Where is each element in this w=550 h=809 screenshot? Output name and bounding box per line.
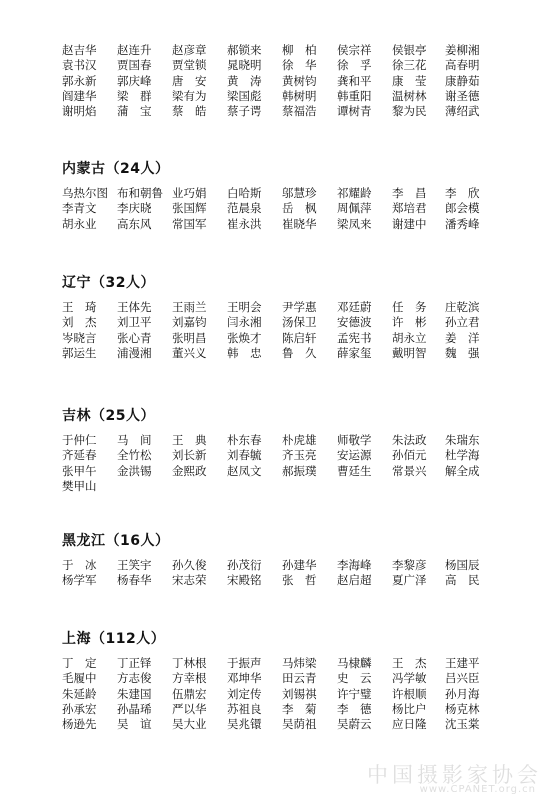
person-name: 于 冰 <box>62 558 97 572</box>
person-name: 岑晓言 <box>62 330 97 345</box>
person-name: 李 昌 <box>392 186 427 200</box>
person-name: 张明昌 <box>172 330 207 345</box>
person-name: 冯学敏 <box>392 671 427 686</box>
person-name: 高春明 <box>445 58 480 73</box>
person-name: 周佩萍 <box>337 201 372 216</box>
person-name: 薄绍武 <box>445 104 480 119</box>
person-name: 董兴义 <box>172 345 207 360</box>
person-name: 赵彦章 <box>172 43 207 57</box>
person-name: 李 菊 <box>282 701 317 716</box>
person-name: 庄乾滨 <box>445 300 480 314</box>
person-name: 马炜梁 <box>282 656 317 670</box>
person-name: 王笑宇 <box>117 558 152 572</box>
person-name: 柳 柏 <box>282 43 317 57</box>
person-name: 朱建国 <box>117 686 152 701</box>
person-name: 孙承宏 <box>62 701 97 716</box>
person-name: 郭永新 <box>62 73 97 88</box>
person-name: 魏 强 <box>445 345 480 360</box>
person-name: 韩 忠 <box>227 345 262 360</box>
province-heading: 黑龙江（16人） <box>62 533 170 549</box>
person-name: 丁林根 <box>172 656 207 670</box>
watermark-url: www.CPANET.org.cn <box>419 784 536 795</box>
person-name: 张心青 <box>117 330 152 345</box>
watermark-title: 中国摄影家协会 <box>367 763 542 787</box>
person-name: 沈玉棠 <box>445 717 480 732</box>
person-name: 安德波 <box>337 315 372 330</box>
person-name: 师敬学 <box>337 433 372 447</box>
person-name: 张 哲 <box>282 573 317 588</box>
person-name: 岳 枫 <box>282 201 317 216</box>
person-name: 汤保卫 <box>282 315 317 330</box>
person-name: 业巧娟 <box>172 186 207 200</box>
person-name: 梁凤来 <box>337 216 372 231</box>
person-name: 胡永业 <box>62 216 97 231</box>
person-name: 齐延春 <box>62 448 97 463</box>
person-name: 尹学惠 <box>282 300 317 314</box>
person-name: 康静茹 <box>445 73 480 88</box>
person-name: 金洪锡 <box>117 463 152 478</box>
person-name: 袁书汉 <box>62 58 97 73</box>
person-name: 邓坤华 <box>227 671 262 686</box>
person-name: 崔永洪 <box>227 216 262 231</box>
person-name: 邓廷蔚 <box>337 300 372 314</box>
person-name: 吕兴臣 <box>445 671 480 686</box>
person-name: 姜 洋 <box>445 330 480 345</box>
person-name: 全竹松 <box>117 448 152 463</box>
person-name: 乌热尔图 <box>62 186 108 200</box>
person-name: 朱延龄 <box>62 686 97 701</box>
person-name: 胡永立 <box>392 330 427 345</box>
person-name: 樊甲山 <box>62 478 97 493</box>
person-name: 刘定传 <box>227 686 262 701</box>
person-name: 杨春华 <box>117 573 152 588</box>
person-name: 伍鼎宏 <box>172 686 207 701</box>
person-name: 朱法政 <box>392 433 427 447</box>
person-name: 刘春毓 <box>227 448 262 463</box>
person-name: 蔡福浩 <box>282 104 317 119</box>
person-name: 王 琦 <box>62 300 97 314</box>
person-name: 于仲仁 <box>62 433 97 447</box>
person-name: 张焕才 <box>227 330 262 345</box>
person-name: 张甲午 <box>62 463 97 478</box>
person-name: 常景兴 <box>392 463 427 478</box>
person-name: 浦漫湘 <box>117 345 152 360</box>
person-name: 齐玉亮 <box>282 448 317 463</box>
person-name: 王雨兰 <box>172 300 207 314</box>
province-heading: 上海（112人） <box>62 631 166 647</box>
person-name: 温树林 <box>392 88 427 103</box>
person-name: 徐 孚 <box>337 58 372 73</box>
person-name: 任 务 <box>392 300 427 314</box>
person-name: 许 彬 <box>392 315 427 330</box>
province-heading: 内蒙古（24人） <box>62 161 170 177</box>
person-name: 王体先 <box>117 300 152 314</box>
person-name: 王建平 <box>445 656 480 670</box>
person-name: 陈启轩 <box>282 330 317 345</box>
person-name: 宋志荣 <box>172 573 207 588</box>
person-name: 吴蔚云 <box>337 717 372 732</box>
person-name: 蔡 皓 <box>172 104 207 119</box>
person-name: 梁有为 <box>172 88 207 103</box>
person-name: 方志俊 <box>117 671 152 686</box>
person-name: 黄 涛 <box>227 73 262 88</box>
person-name: 阎建华 <box>62 88 97 103</box>
person-name: 孟宪书 <box>337 330 372 345</box>
person-name: 侯宗祥 <box>337 43 372 57</box>
person-name: 严以华 <box>172 701 207 716</box>
person-name: 应日隆 <box>392 717 427 732</box>
person-name: 孙立君 <box>445 315 480 330</box>
person-name: 孙晶琋 <box>117 701 152 716</box>
person-name: 姜柳湘 <box>445 43 480 57</box>
person-name: 李黎彦 <box>392 558 427 572</box>
person-name: 布和朝鲁 <box>117 186 163 200</box>
person-name: 苏祖良 <box>227 701 262 716</box>
person-name: 崔晓华 <box>282 216 317 231</box>
person-name: 谢明焰 <box>62 104 97 119</box>
person-name: 张国辉 <box>172 201 207 216</box>
person-name: 常国军 <box>172 216 207 231</box>
person-name: 梁国彪 <box>227 88 262 103</box>
person-name: 郝锁来 <box>227 43 262 57</box>
person-name: 许宁璧 <box>337 686 372 701</box>
person-name: 刘嘉钧 <box>172 315 207 330</box>
person-name: 杨比户 <box>392 701 427 716</box>
person-name: 蔡子谔 <box>227 104 262 119</box>
cpanet-watermark <box>342 759 542 799</box>
person-name: 薛家玺 <box>337 345 372 360</box>
person-name: 康 莹 <box>392 73 427 88</box>
person-name: 李海峰 <box>337 558 372 572</box>
person-name: 徐三花 <box>392 58 427 73</box>
person-name: 马棣麟 <box>337 656 372 670</box>
person-name: 贾国春 <box>117 58 152 73</box>
person-name: 方幸根 <box>172 671 207 686</box>
person-name: 吴荫祖 <box>282 717 317 732</box>
person-name: 韩树明 <box>282 88 317 103</box>
person-name: 唐 安 <box>172 73 207 88</box>
person-name: 高 民 <box>445 573 480 588</box>
person-name: 李 欣 <box>445 186 480 200</box>
person-name: 王 杰 <box>392 656 427 670</box>
person-name: 闫永湘 <box>227 315 262 330</box>
person-name: 王明会 <box>227 300 262 314</box>
person-name: 高东风 <box>117 216 152 231</box>
person-name: 潘秀峰 <box>445 216 480 231</box>
person-name: 鲁 久 <box>282 345 317 360</box>
person-name: 解全成 <box>445 463 480 478</box>
person-name: 李庆晓 <box>117 201 152 216</box>
person-name: 郭运生 <box>62 345 97 360</box>
person-name: 谭树青 <box>337 104 372 119</box>
person-name: 谢圣德 <box>445 88 480 103</box>
person-name: 杨逊先 <box>62 717 97 732</box>
person-name: 侯银亭 <box>392 43 427 57</box>
person-name: 于振声 <box>227 656 262 670</box>
person-name: 丁 定 <box>62 656 97 670</box>
province-heading: 吉林（25人） <box>62 408 155 424</box>
person-name: 朴虎雄 <box>282 433 317 447</box>
province-heading: 辽宁（32人） <box>62 275 155 291</box>
person-name: 吴 谊 <box>117 717 152 732</box>
person-name: 赵启超 <box>337 573 372 588</box>
person-name: 刘长新 <box>172 448 207 463</box>
person-name: 白哈斯 <box>227 186 262 200</box>
person-name: 孙茂衍 <box>227 558 262 572</box>
person-name: 李青文 <box>62 201 97 216</box>
person-name: 刘卫平 <box>117 315 152 330</box>
person-name: 邬慧珍 <box>282 186 317 200</box>
person-name: 韩重阳 <box>337 88 372 103</box>
person-name: 贾堂锁 <box>172 58 207 73</box>
person-name: 赵凤文 <box>227 463 262 478</box>
person-name: 范晨泉 <box>227 201 262 216</box>
person-name: 梁 群 <box>117 88 152 103</box>
person-name: 郭庆峰 <box>117 73 152 88</box>
person-name: 赵吉华 <box>62 43 97 57</box>
person-name: 徐 华 <box>282 58 317 73</box>
person-name: 朱瑞东 <box>445 433 480 447</box>
person-name: 郑培君 <box>392 201 427 216</box>
person-name: 朴东春 <box>227 433 262 447</box>
person-name: 郎会模 <box>445 201 480 216</box>
person-name: 晁晓明 <box>227 58 262 73</box>
person-name: 杨克林 <box>445 701 480 716</box>
person-name: 毛履中 <box>62 671 97 686</box>
person-name: 许根顺 <box>392 686 427 701</box>
person-name: 杜学海 <box>445 448 480 463</box>
person-name: 宋殿铭 <box>227 573 262 588</box>
person-name: 黄树钧 <box>282 73 317 88</box>
person-name: 孙月海 <box>445 686 480 701</box>
person-name: 刘锡祺 <box>282 686 317 701</box>
person-name: 田云青 <box>282 671 317 686</box>
person-name: 史 云 <box>337 671 372 686</box>
person-name: 安运源 <box>337 448 372 463</box>
person-name: 祁耀龄 <box>337 186 372 200</box>
person-name: 夏广泽 <box>392 573 427 588</box>
person-name: 刘 杰 <box>62 315 97 330</box>
person-name: 戴明智 <box>392 345 427 360</box>
person-name: 孙佰元 <box>392 448 427 463</box>
person-name: 黎为民 <box>392 104 427 119</box>
person-name: 杨国辰 <box>445 558 480 572</box>
person-name: 丁正铎 <box>117 656 152 670</box>
person-name: 曹廷生 <box>337 463 372 478</box>
person-name: 吴兆镮 <box>227 717 262 732</box>
person-name: 金熙政 <box>172 463 207 478</box>
person-name: 龚和平 <box>337 73 372 88</box>
person-name: 谢建中 <box>392 216 427 231</box>
person-name: 吴大业 <box>172 717 207 732</box>
person-name: 郝振璞 <box>282 463 317 478</box>
person-name: 杨学军 <box>62 573 97 588</box>
person-name: 李 德 <box>337 701 372 716</box>
person-name: 马 间 <box>117 433 152 447</box>
person-name: 王 典 <box>172 433 207 447</box>
person-name: 赵连升 <box>117 43 152 57</box>
person-name: 蒲 宝 <box>117 104 152 119</box>
person-name: 孙久俊 <box>172 558 207 572</box>
person-name: 孙建华 <box>282 558 317 572</box>
